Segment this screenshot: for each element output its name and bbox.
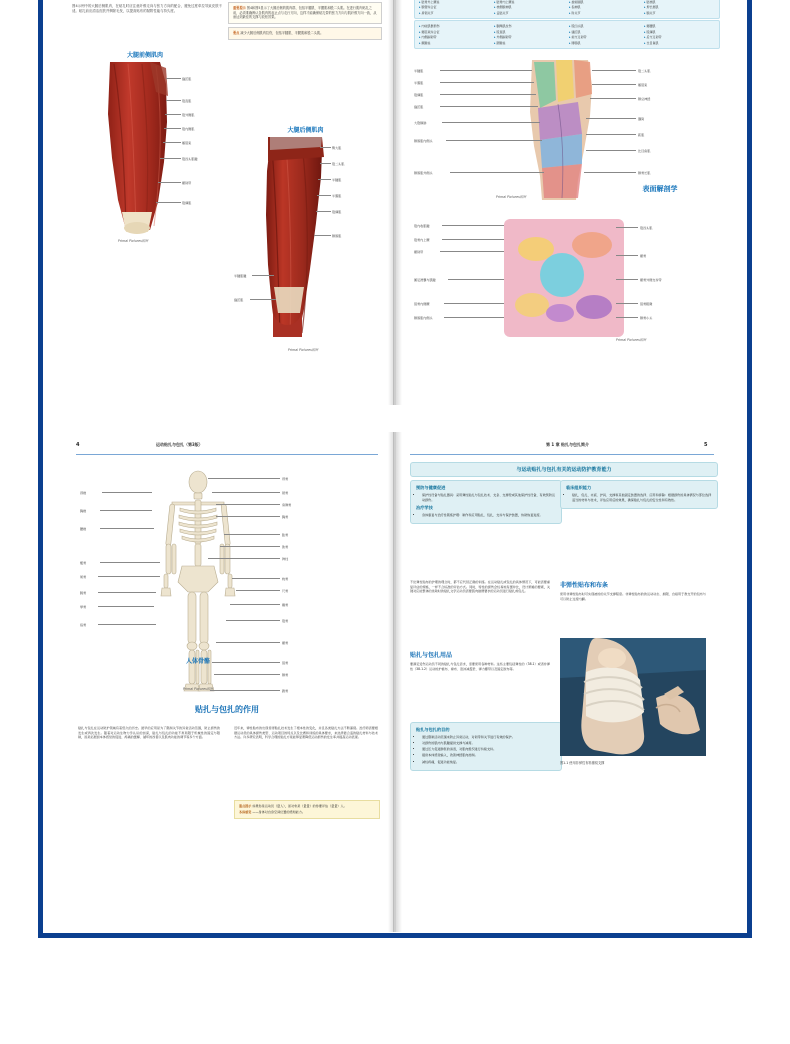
callout-column xyxy=(228,2,382,40)
label-sa-right: 腓总神经 xyxy=(638,97,651,101)
label-sa-left: 股薄肌 xyxy=(414,93,424,97)
skeleton-label-right: 腓骨 xyxy=(282,673,289,677)
box-right-list xyxy=(566,493,712,502)
body-column-left: 贴扎与包扎在运动防护领域有着悠久的历史。最早的应用是为了限制关节的异常活动范围，防止损伤的发生或再次发生。随着对运动生物力学认识的加深，贴扎与包扎的功能不再局限于机械性的固定与限制，而是拓展到本体感觉的促进、疼痛的缓解、循环的改善以及肌肉功能的调节等多个方面。 xyxy=(78,726,220,740)
leader-line xyxy=(252,275,274,276)
chip-panel-2 xyxy=(414,20,720,49)
label-vastus-medialis: 股内侧肌 xyxy=(182,127,195,131)
chip-item: ▸ 髂胫束综合征 xyxy=(419,30,490,34)
anterior-thigh-illustration xyxy=(70,62,220,237)
leader-line xyxy=(210,690,280,691)
label-gracilis-2: 股薄肌 xyxy=(332,210,342,214)
list-item: • 通过压力促进肿胀的消退，对肌肉组织进行持续支持。 xyxy=(422,747,556,752)
chip-item: ▸ 后交叉韧带 xyxy=(644,35,715,39)
skeleton-label-left: 腕骨 xyxy=(80,591,87,595)
leader-line xyxy=(440,94,536,95)
label-sa-left: 缝匠肌 xyxy=(414,105,424,109)
competency-box-left xyxy=(410,480,562,524)
leader-line xyxy=(216,642,280,643)
label-semimembranosus-tendon: 半腱肌腱 xyxy=(234,274,247,278)
photo-illustration xyxy=(560,638,706,756)
box-left-title: 预防与健康促进 xyxy=(416,485,446,490)
list-item: • 贴扎、包扎、夹板、护具、支撑和其他固定装置的选择、应用和拆除：根据损伤的具体情况与部位选择适当的材料与技术，评估应用后的效果，确保贴扎与包扎的安全性和有效性。 xyxy=(572,493,712,502)
skeleton-label-left: 胸椎 xyxy=(80,509,87,513)
figure-surface-anatomy xyxy=(410,58,716,208)
leader-line xyxy=(586,118,636,119)
intro-paragraph: 图4示例中的大腿后侧肌肉，在贴扎时应注意纤维走向与张力方向的配合，避免过度牵拉导致皮肤不适。贴扎前应清洁皮肤并剃除毛发，以提高贴布的黏附性能与持久度。 xyxy=(72,4,222,13)
label-km-right: 髌骨 xyxy=(640,254,647,258)
label-km-left: 髌韧带 xyxy=(414,250,424,254)
competency-banner xyxy=(410,462,718,477)
leader-line xyxy=(250,299,276,300)
figure-2-title: 大腿后侧肌肉 xyxy=(287,127,324,134)
chip-item: ▸ 跟腱炎 xyxy=(494,41,565,45)
competency-banner-title: 与运动贴扎与包扎有关的运动防护教育能力 xyxy=(516,467,612,473)
skeleton-label-right: 肱骨 xyxy=(282,533,289,537)
figure-knee-colormap xyxy=(410,215,716,355)
leader-line xyxy=(232,578,280,579)
section-heading-supplies: 贴扎与包扎用品 xyxy=(410,652,453,659)
leader-line xyxy=(100,510,152,511)
leader-line xyxy=(442,122,540,123)
label-km-left: 腓肠肌内侧头 xyxy=(414,316,433,320)
skeleton-label-right: 肋骨 xyxy=(282,545,289,549)
leader-line xyxy=(214,674,280,675)
leader-line xyxy=(226,620,280,621)
leader-line xyxy=(216,516,280,517)
page-num-text: 4 xyxy=(76,442,80,448)
leader-line xyxy=(216,504,280,505)
label-gastrocnemius: 腓肠肌 xyxy=(332,234,342,238)
figure-skeleton-title: 人体骨骼 xyxy=(185,658,210,665)
figure-3-caption: Primal Pictures版图 xyxy=(495,195,527,199)
leader-line xyxy=(442,225,504,226)
chip-item: ▸ 盂肱关节 xyxy=(494,11,565,15)
frame-border-right xyxy=(747,0,752,938)
box-left-title2: 治疗学技 xyxy=(416,505,433,511)
leader-line xyxy=(317,195,331,196)
leader-line xyxy=(208,558,280,559)
chip-item: ▸ 肘关节 xyxy=(569,11,640,15)
leader-line xyxy=(586,134,636,135)
skeleton-label-right: 肩胛骨 xyxy=(282,503,292,507)
photo-knee-taping xyxy=(560,638,706,756)
figure-anterior-thigh xyxy=(70,50,220,250)
page-number-5 xyxy=(704,442,707,448)
list-item: • 提供本体感觉输入，改善神经肌肉控制。 xyxy=(422,753,556,758)
knee-colormap-illustration xyxy=(496,219,632,337)
body-column-right: 近年来，弹性贴布的出现使得贴扎技术发生了根本性的变化，并且各类贴扎方法不断涌现。治疗师需要根据运动员的具体损伤类型、运动项目的特点以及比赛和训练的具体要求，来选择最合适的贴扎材料与技术方法。许多研究表明，科学合理的贴扎方案能够显著降低运动损伤的发生率并提高运动表现。 xyxy=(234,726,378,740)
leader-line xyxy=(592,70,636,71)
leader-line xyxy=(450,172,544,173)
frame-border-left xyxy=(38,0,43,938)
chip-item: ▸ 肱骨外上髁炎 xyxy=(419,0,490,4)
leader-line xyxy=(220,546,280,547)
skeleton-label-left: 颈椎 xyxy=(80,491,87,495)
chip-item: ▸ 外侧副韧带 xyxy=(494,35,565,39)
label-km-right: 髌骨外侧支持带 xyxy=(640,278,662,282)
label-gracilis: 股薄肌 xyxy=(182,201,192,205)
skeleton-label-right: 脊柱 xyxy=(282,557,289,561)
list-item: • 保护性设备与贴扎器具：采用弹性贴扎与包扎技术、支条、支撑垫或其他保护性设备，有效预防运动损伤。 xyxy=(422,493,556,502)
callout-box-1 xyxy=(228,2,382,24)
list-item: • 对损伤的肌肉与肌腱提供支撑与减荷。 xyxy=(422,741,556,746)
skeleton-label-right: 股骨 xyxy=(282,619,289,623)
chip-item: ▸ 桡侧腕伸肌 xyxy=(494,5,565,9)
label-sa-left: 半膜肌 xyxy=(414,81,424,85)
chip-item: ▸ 股薄肌 xyxy=(644,30,715,34)
leader-line xyxy=(230,604,280,605)
label-semitendinosus: 半腱肌 xyxy=(332,178,342,182)
figure-posterior-thigh xyxy=(228,125,383,370)
leader-line xyxy=(446,140,542,141)
leader-line xyxy=(158,182,181,183)
chip-item: ▸ 前交叉韧带 xyxy=(569,35,640,39)
leader-line xyxy=(98,576,160,577)
box-left-list xyxy=(416,493,556,502)
label-gluteus-maximus: 臀大肌 xyxy=(332,146,342,150)
skeleton-label-right: 髋骨 xyxy=(282,603,289,607)
photo-caption: 图1.1 使用非弹性布料缠绕支撑 xyxy=(560,761,605,765)
skeleton-label-right: 髌骨 xyxy=(282,641,289,645)
purpose-box-title: 贴扎与包扎的目的 xyxy=(416,727,450,732)
chip-item: ▸ 髂腰肌 xyxy=(644,24,715,28)
chip-item: ▸ 腓肠肌 xyxy=(569,41,640,45)
leader-line xyxy=(592,84,636,85)
skeleton-label-left: 尾骨 xyxy=(80,575,87,579)
body-paragraph-supplies: 要满足受伤运动员不同的贴扎与包扎需求，需要使用各种材料。这些主要包括弹性的（38.1）或者非弹性（38.1.2）运动的护植布、棉布、泡沫减震垫、弹力绷带以及固定胶布等。 xyxy=(410,662,550,671)
label-iliotibial-band: 髂胫束 xyxy=(182,141,192,145)
competency-box-right xyxy=(560,480,718,509)
leader-line xyxy=(586,150,636,151)
chip-grid-1 xyxy=(419,0,715,15)
body-paragraph-nonelastic: 使用非弹性贴布时可实现被的的关节支撑程度。非弹性贴布的的运动动态、拥限、自接用于教支开的包布与可以防止过度内翻。 xyxy=(560,592,706,601)
callout-1-title: 重要提示 xyxy=(233,6,246,10)
label-km-left: 鹅足滑囊与肌腱 xyxy=(414,278,436,282)
label-semimembranosus: 半膜肌 xyxy=(332,194,342,198)
figure-3-title: 表面解剖学 xyxy=(642,185,678,193)
leader-line xyxy=(102,492,152,493)
label-sa-right: 比目鱼肌 xyxy=(638,149,651,153)
chip-item: ▸ 旋前圆肌 xyxy=(569,0,640,4)
chip-item: ▸ 肱桡肌 xyxy=(644,0,715,4)
skeleton-label-right: 胫骨 xyxy=(282,661,289,665)
leader-line xyxy=(164,128,181,129)
label-sartorius: 缝匠肌 xyxy=(182,77,192,81)
box-right-title: 临床组织能力 xyxy=(566,485,592,490)
purpose-box xyxy=(410,722,562,771)
chip-item: ▸ 拇长展肌 xyxy=(644,5,715,9)
body-paragraph-intro: 不论弹性贴布的护理的理念时，都不应代替正确的训练。在运动贴扎或包扎的具体情况下，可能需要重复评估的规格，一样不合标准的评估方式。同时，特性的损伤会轻易地有缓冲比，设计策略的要素，关键对应能整体的选取时的贴扎文学运动员需要肌肉做便要求的运动员进行贴扎或包扎。 xyxy=(410,580,550,594)
box-left-list2 xyxy=(416,513,556,518)
leader-line xyxy=(444,303,504,304)
leader-line xyxy=(165,114,181,115)
list-item: • 身体康复与治疗性锻炼护理：制作和应用贴扎、包扎、支持与保护装置，协助恢复进度。 xyxy=(422,513,556,518)
leader-line xyxy=(100,562,160,563)
chip-item: ▸ 比目鱼肌 xyxy=(644,41,715,45)
leader-line xyxy=(616,227,638,228)
figure-skeleton-caption: Primal Pictures版图 xyxy=(182,687,214,691)
section-heading-nonelastic: 非弹性贴布和布条 xyxy=(560,582,609,589)
header-rule-left xyxy=(76,454,378,455)
surface-anatomy-illustration xyxy=(502,60,622,200)
label-sartorius-2: 缝匠肌 xyxy=(234,298,244,302)
skeleton-label-right: 胸骨 xyxy=(282,515,289,519)
chip-item: ▸ 腕关节 xyxy=(644,11,715,15)
skeleton-label-right: 锁骨 xyxy=(282,491,289,495)
book-spread-top xyxy=(60,0,730,405)
chip-item: ▸ 肩锁关节 xyxy=(419,11,490,15)
leader-line xyxy=(208,478,280,479)
leader-line xyxy=(440,70,532,71)
label-sa-right: 股二头肌 xyxy=(638,69,651,73)
label-sa-right: 跖肌 xyxy=(638,133,645,137)
label-patellar-ligament: 髌韧带 xyxy=(182,181,192,185)
page-num-text: 5 xyxy=(704,442,708,448)
label-km-left: 股内收肌腱 xyxy=(414,224,430,228)
skeleton-label-left: 指骨 xyxy=(80,623,87,627)
leader-line xyxy=(98,624,156,625)
leader-line xyxy=(320,147,331,148)
chip-item: ▸ 指伸肌 xyxy=(569,5,640,9)
page-4 xyxy=(60,432,394,932)
callout-footer-title: 本体感觉 xyxy=(239,810,252,815)
callout-box-2 xyxy=(228,27,382,40)
running-head-right: 第 1 章 贴扎与包扎简介 xyxy=(546,442,589,447)
chip-item: ▸ 肱骨内上髁炎 xyxy=(494,0,565,4)
list-item: • 通过限制活动范围来防止异常运动，对韧带和关节进行有效的保护。 xyxy=(422,735,556,740)
label-vastus-lateralis: 股外侧肌 xyxy=(182,113,195,117)
leader-line xyxy=(448,279,504,280)
label-sa-left: 腓肠肌外侧头 xyxy=(414,171,433,175)
leader-line xyxy=(156,202,181,203)
chip-grid-2 xyxy=(419,24,715,45)
label-sa-right: 髂胫束 xyxy=(638,83,648,87)
label-sa-left: 腓肠肌内侧头 xyxy=(414,139,433,143)
callout-2-title: 要点 xyxy=(233,30,240,35)
leader-line xyxy=(616,317,638,318)
skeleton-label-right: 桡骨 xyxy=(282,577,289,581)
leader-line xyxy=(98,592,156,593)
label-rectus-femoris: 股直肌 xyxy=(182,99,192,103)
skeleton-label-left: 骶骨 xyxy=(80,561,87,565)
label-km-left: 胫骨内侧髁 xyxy=(414,302,430,306)
label-km-right: 股四头肌 xyxy=(640,226,653,230)
leader-line xyxy=(160,158,181,159)
chip-item: ▸ 缝匠肌 xyxy=(569,30,640,34)
leader-line xyxy=(163,142,181,143)
page-number-4 xyxy=(76,442,79,448)
leader-line xyxy=(616,303,638,304)
running-head-left: 运动贴扎与包扎（第3版） xyxy=(156,442,203,447)
chip-item: ▸ 内收肌群损伤 xyxy=(419,24,490,28)
label-biceps-femoris: 股二头肌 xyxy=(332,162,345,166)
leader-line xyxy=(440,82,534,83)
chip-item: ▸ 髌腱炎 xyxy=(419,41,490,45)
leader-line xyxy=(442,239,504,240)
skeleton-label-right: 颅骨 xyxy=(282,477,289,481)
leader-line xyxy=(98,606,154,607)
callout-1-text: 图4和图5显示了大腿后侧的肌肉群，包括半腱肌、半膜肌和股二头肌。在进行肌肉贴扎之前，必须准确辨认各肌肉的起止点与走行方向，这样才能确保贴扎带的张力方向与肌纤维方向一致，从而达到最佳的支撑与放松效果。 xyxy=(233,6,377,20)
leader-line xyxy=(236,590,280,591)
skeleton-label-right: 跗骨 xyxy=(282,689,289,693)
label-km-right: 腓骨小头 xyxy=(640,316,653,320)
leader-line xyxy=(100,528,154,529)
leader-line xyxy=(224,534,280,535)
leader-line xyxy=(584,172,636,173)
chip-item: ▸ 股直肌 xyxy=(494,30,565,34)
callout-footer-text: ——身体对自身空间位置的感知能力。 xyxy=(252,810,305,815)
leader-line xyxy=(320,163,331,164)
leader-line xyxy=(440,251,504,252)
list-item: • 减轻疼痛，促进功能恢复。 xyxy=(422,760,556,765)
leader-line xyxy=(212,662,280,663)
callout-2-text: 减少大腿后侧肌肉拉伤，包括半腱肌、半膜肌和股二头肌。 xyxy=(240,30,324,35)
leader-line xyxy=(212,492,280,493)
callout-key-title: 重点提示 xyxy=(239,804,252,808)
section-heading-taping-role: 贴扎与包扎的作用 xyxy=(195,705,259,714)
leader-line xyxy=(616,279,638,280)
header-rule-right xyxy=(410,454,714,455)
skeleton-label-right: 尺骨 xyxy=(282,589,289,593)
page-anatomy-thigh xyxy=(60,0,394,405)
figure-1-caption: Primal Pictures版图 xyxy=(117,239,149,243)
leader-line xyxy=(590,98,636,99)
leader-line xyxy=(444,317,504,318)
callout-key-point xyxy=(234,800,380,819)
page-5 xyxy=(396,432,730,932)
leader-line xyxy=(314,235,331,236)
label-sa-left: 大隐静脉 xyxy=(414,121,427,125)
label-quadriceps-tendon: 股四头肌腱 xyxy=(182,157,198,161)
chip-item: ▸ 股四头肌 xyxy=(569,24,640,28)
leader-line xyxy=(166,100,181,101)
label-sa-left: 半腱肌 xyxy=(414,69,424,73)
chip-item: ▸ 腘绳肌拉伤 xyxy=(494,24,565,28)
chip-panel-1 xyxy=(414,0,720,19)
label-sa-right: 腓骨长肌 xyxy=(638,171,651,175)
leader-line xyxy=(440,106,538,107)
book-spread-bottom xyxy=(60,432,730,932)
leader-line xyxy=(616,255,638,256)
chip-item: ▸ 腕管综合征 xyxy=(419,5,490,9)
callout-key-text: 如果你是运动员（量人），而对象是（量量）的你要评估（量量）人。 xyxy=(252,804,347,808)
figure-2-caption: Primal Pictures版图 xyxy=(287,348,319,352)
label-sa-right: 腘窝 xyxy=(638,117,645,121)
leader-line xyxy=(166,78,181,79)
chip-item: ▸ 内侧副韧带 xyxy=(419,35,490,39)
frame-border-bottom xyxy=(38,933,752,938)
left-column-top xyxy=(72,4,222,14)
skeleton-label-left: 腰椎 xyxy=(80,527,87,531)
leader-line xyxy=(316,211,331,212)
figure-4-caption: Primal Pictures版图 xyxy=(615,338,647,342)
figure-1-title: 大腿前侧肌肉 xyxy=(126,52,163,59)
leader-line xyxy=(318,179,331,180)
purpose-list xyxy=(416,735,556,764)
label-km-right: 胫骨粗隆 xyxy=(640,302,653,306)
skeleton-label-left: 掌骨 xyxy=(80,605,87,609)
label-km-left: 股骨内上髁 xyxy=(414,238,430,242)
page-surface-anatomy xyxy=(396,0,730,405)
posterior-thigh-illustration xyxy=(218,137,373,347)
